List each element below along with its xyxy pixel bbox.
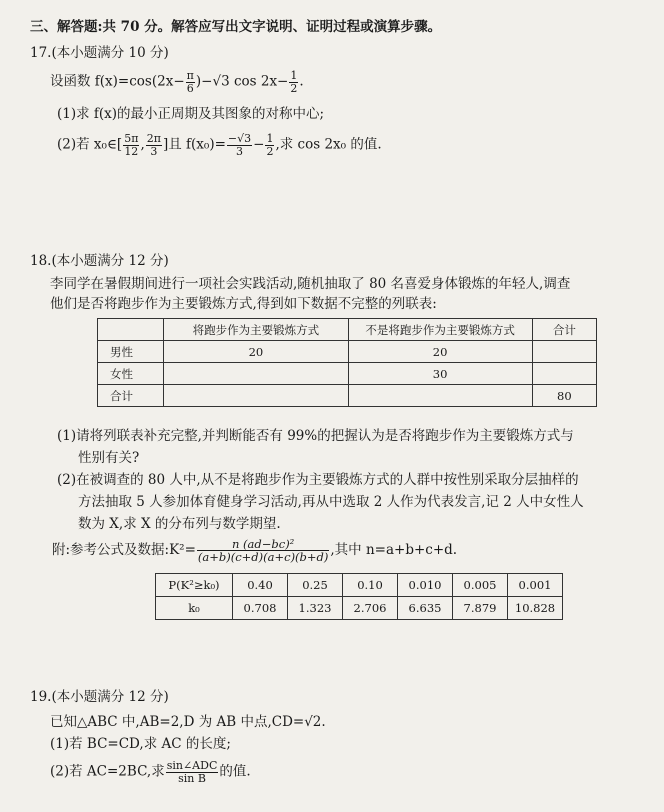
q18-part1-line1: (1)请将列联表补充完整,并判断能否有 99%的把握认为是否将跑步作为主要锻炼方式与 [57, 428, 574, 444]
q19-sine-ratio-fraction [166, 760, 219, 784]
frac-den: 3 [150, 144, 158, 158]
frac-num: sin∠ADC [166, 759, 218, 772]
table-cell: 10.828 [508, 597, 563, 620]
table-cell: 20 [164, 341, 348, 363]
frac-den: 12 [124, 144, 139, 158]
table-cell: 不是将跑步作为主要锻炼方式 [348, 319, 532, 341]
table-row [156, 597, 563, 620]
q19-part1: (1)若 BC=CD,求 AC 的长度; [50, 736, 231, 752]
table-cell: 0.001 [508, 574, 563, 597]
q17-given-text-a: 设函数 f(x)=cos [50, 73, 152, 90]
q17-given [50, 70, 304, 94]
q19-p2-text-b: 的值. [219, 763, 251, 780]
table-cell: 0.25 [288, 574, 343, 597]
q17-frac-half2 [265, 133, 274, 157]
table-cell: 将跑步作为主要锻炼方式 [164, 319, 348, 341]
table-cell: 1.323 [288, 597, 343, 620]
table-cell: 合计 [98, 385, 164, 407]
q19-part2 [50, 760, 251, 784]
table-cell [164, 363, 348, 385]
table-cell: 0.40 [233, 574, 288, 597]
q17-frac-5pi12 [123, 133, 139, 157]
q18-part2-line3: 数为 X,求 X 的分布列与数学期望. [78, 516, 281, 532]
table-cell: 6.635 [398, 597, 453, 620]
table-row [98, 363, 597, 385]
q17-frac-pi6 [186, 70, 195, 94]
frac-den: 3 [236, 144, 244, 158]
frac-den: sin B [178, 771, 206, 785]
table-cell [164, 385, 348, 407]
table-cell: P(K²≥k₀) [156, 574, 233, 597]
section-title: 三、解答题:共 70 分。解答应写出文字说明、证明过程或演算步骤。 [30, 19, 442, 35]
ref-text-b: ,其中 n=a+b+c+d. [330, 542, 458, 559]
q18-reference-formula [52, 538, 457, 563]
critical-value-table [155, 573, 563, 620]
q17-frac-half [289, 70, 298, 94]
table-cell: 男性 [98, 341, 164, 363]
q18-intro-line2: 他们是否将跑步作为主要锻炼方式,得到如下数据不完整的列联表: [50, 296, 437, 312]
q18-part1-line2: 性别有关? [78, 450, 140, 466]
q17-p2-minus: − [253, 136, 265, 153]
table-cell [532, 341, 596, 363]
q19-header: 19.(本小题满分 12 分) [30, 689, 169, 705]
ref-text-a: 附:参考公式及数据:K²= [52, 542, 196, 559]
table-row [98, 341, 597, 363]
q17-p2-comma: , [140, 136, 145, 153]
table-cell [348, 385, 532, 407]
table-cell: 合计 [532, 319, 596, 341]
table-cell: 30 [348, 363, 532, 385]
frac-den: (a+b)(c+d)(a+c)(b+d) [197, 550, 329, 565]
table-row [98, 385, 597, 407]
table-cell: 20 [348, 341, 532, 363]
table-cell [98, 319, 164, 341]
q17-given-text-b: (2x− [151, 73, 185, 90]
q17-frac-sqrt3 [227, 133, 252, 157]
table-cell: 2.706 [343, 597, 398, 620]
table-cell: k₀ [156, 597, 233, 620]
chi-square-fraction [197, 538, 329, 563]
frac-num: −√3 [227, 132, 252, 145]
table-cell [532, 363, 596, 385]
table-cell: 0.005 [453, 574, 508, 597]
q18-intro-line1: 李同学在暑假期间进行一项社会实践活动,随机抽取了 80 名喜爱身体锻炼的年轻人,调查 [50, 276, 571, 292]
table-cell: 7.879 [453, 597, 508, 620]
frac-den: 2 [266, 144, 274, 158]
table-cell: 0.10 [343, 574, 398, 597]
frac-num: 2π [146, 132, 161, 145]
q19-given: 已知△ABC 中,AB=2,D 为 AB 中点,CD=√2. [50, 714, 326, 730]
q17-p2-text-b: ]且 f(x₀)= [162, 136, 226, 153]
q17-p2-text-a: (2)若 x₀∈[ [57, 136, 123, 153]
frac-den: 2 [290, 81, 298, 95]
table-cell: 女性 [98, 363, 164, 385]
q18-part2-line1: (2)在被调查的 80 人中,从不是将跑步作为主要锻炼方式的人群中按性别采取分层抽样的 [57, 472, 579, 488]
frac-num: π [186, 69, 194, 82]
frac-den: 6 [186, 81, 194, 95]
frac-num: 1 [290, 69, 298, 82]
q17-header: 17.(本小题满分 10 分) [30, 45, 169, 61]
table-cell: 0.010 [398, 574, 453, 597]
q18-part2-line2: 方法抽取 5 人参加体育健身学习活动,再从中选取 2 人作为代表发言,记 2 人中女性人 [78, 494, 584, 510]
table-cell: 0.708 [233, 597, 288, 620]
frac-num: 5π [124, 132, 139, 145]
table-cell: 80 [532, 385, 596, 407]
q17-part2 [57, 133, 382, 157]
frac-num: n (ad−bc)² [197, 538, 329, 551]
q17-frac-2pi3 [146, 133, 162, 157]
table-header-row [98, 319, 597, 341]
frac-num: 1 [266, 132, 274, 145]
q17-given-end: . [299, 73, 304, 90]
q17-part1: (1)求 f(x)的最小正周期及其图象的对称中心; [57, 106, 325, 122]
table-row [156, 574, 563, 597]
contingency-table [97, 318, 597, 407]
q18-header: 18.(本小题满分 12 分) [30, 253, 169, 269]
q19-p2-text-a: (2)若 AC=2BC,求 [50, 763, 165, 780]
q17-p2-text-c: ,求 cos 2x₀ 的值. [275, 136, 382, 153]
q17-given-text-c: )−√3 cos 2x− [195, 73, 289, 90]
